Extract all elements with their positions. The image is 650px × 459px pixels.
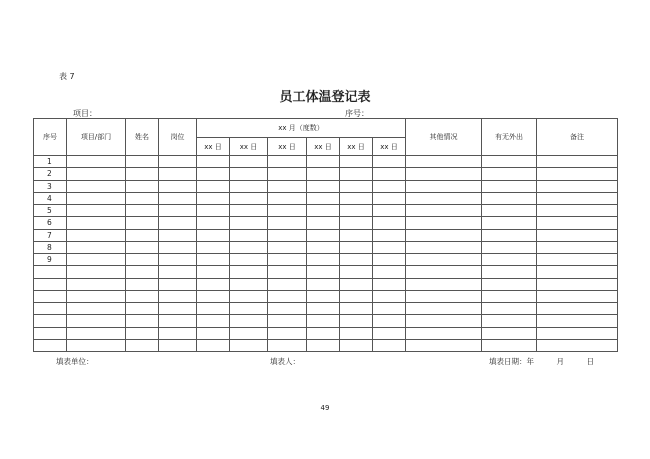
- entry-cell[interactable]: [126, 266, 159, 278]
- entry-cell[interactable]: [406, 303, 482, 315]
- entry-cell[interactable]: [373, 278, 406, 290]
- entry-cell[interactable]: [537, 327, 618, 339]
- entry-cell[interactable]: [406, 339, 482, 351]
- entry-cell[interactable]: [482, 278, 537, 290]
- entry-cell[interactable]: [340, 229, 373, 241]
- entry-cell[interactable]: [126, 217, 159, 229]
- entry-cell[interactable]: [537, 192, 618, 204]
- entry-cell[interactable]: [67, 205, 126, 217]
- entry-cell[interactable]: [159, 315, 197, 327]
- entry-cell[interactable]: [230, 303, 268, 315]
- table-row: [34, 315, 618, 327]
- entry-cell[interactable]: [373, 229, 406, 241]
- entry-cell[interactable]: [67, 180, 126, 192]
- entry-cell[interactable]: [340, 205, 373, 217]
- entry-cell[interactable]: [340, 290, 373, 302]
- entry-cell[interactable]: [537, 290, 618, 302]
- entry-cell[interactable]: [537, 266, 618, 278]
- table-row: [34, 339, 618, 351]
- entry-cell[interactable]: [537, 168, 618, 180]
- row-number-cell: 2: [34, 168, 67, 180]
- entry-cell[interactable]: [126, 156, 159, 168]
- entry-cell[interactable]: [340, 168, 373, 180]
- entry-cell[interactable]: [373, 168, 406, 180]
- entry-cell[interactable]: [230, 315, 268, 327]
- entry-cell[interactable]: [268, 339, 307, 351]
- filler-label: 填表人：: [270, 357, 300, 366]
- page-number: 49: [320, 404, 330, 412]
- row-number-cell: 9: [34, 254, 67, 266]
- row-number-cell: [34, 266, 67, 278]
- entry-cell[interactable]: [67, 303, 126, 315]
- entry-cell[interactable]: [373, 327, 406, 339]
- entry-cell[interactable]: [126, 303, 159, 315]
- header-month-group: xx 月（度数）: [197, 119, 406, 138]
- header-name: 姓名: [126, 119, 159, 156]
- entry-cell[interactable]: [340, 217, 373, 229]
- entry-cell[interactable]: [159, 168, 197, 180]
- entry-cell[interactable]: [482, 303, 537, 315]
- entry-cell[interactable]: [159, 327, 197, 339]
- entry-cell[interactable]: [307, 278, 340, 290]
- entry-cell[interactable]: [230, 156, 268, 168]
- entry-cell[interactable]: [482, 168, 537, 180]
- entry-cell[interactable]: [159, 192, 197, 204]
- entry-cell[interactable]: [268, 217, 307, 229]
- entry-cell[interactable]: [482, 327, 537, 339]
- entry-cell[interactable]: [230, 205, 268, 217]
- row-number-cell: 4: [34, 192, 67, 204]
- entry-cell[interactable]: [67, 339, 126, 351]
- entry-cell[interactable]: [67, 266, 126, 278]
- entry-cell[interactable]: [126, 180, 159, 192]
- entry-cell[interactable]: [67, 217, 126, 229]
- entry-cell[interactable]: [67, 168, 126, 180]
- row-number-cell: [34, 303, 67, 315]
- entry-cell[interactable]: [406, 229, 482, 241]
- temperature-log-table: [33, 118, 618, 352]
- row-number-cell: [34, 339, 67, 351]
- entry-cell[interactable]: [268, 266, 307, 278]
- header-serial: 序号: [34, 119, 67, 156]
- entry-cell[interactable]: [126, 278, 159, 290]
- table-row: [34, 327, 618, 339]
- entry-cell[interactable]: [537, 303, 618, 315]
- entry-cell[interactable]: [340, 315, 373, 327]
- entry-cell[interactable]: [230, 229, 268, 241]
- entry-cell[interactable]: [67, 254, 126, 266]
- entry-cell[interactable]: [537, 339, 618, 351]
- entry-cell[interactable]: [307, 229, 340, 241]
- entry-cell[interactable]: [406, 254, 482, 266]
- header-day-4: xx 日: [307, 138, 340, 156]
- entry-cell[interactable]: [373, 303, 406, 315]
- entry-cell[interactable]: [268, 254, 307, 266]
- entry-cell[interactable]: [373, 156, 406, 168]
- entry-cell[interactable]: [373, 339, 406, 351]
- entry-cell[interactable]: [230, 192, 268, 204]
- entry-cell[interactable]: [482, 315, 537, 327]
- entry-cell[interactable]: [340, 303, 373, 315]
- entry-cell[interactable]: [197, 156, 230, 168]
- entry-cell[interactable]: [268, 315, 307, 327]
- entry-cell[interactable]: [406, 315, 482, 327]
- entry-cell[interactable]: [307, 156, 340, 168]
- entry-cell[interactable]: [159, 290, 197, 302]
- entry-cell[interactable]: [373, 192, 406, 204]
- entry-cell[interactable]: [126, 339, 159, 351]
- entry-cell[interactable]: [159, 229, 197, 241]
- table-row: [34, 156, 618, 168]
- entry-cell[interactable]: [268, 192, 307, 204]
- entry-cell[interactable]: [126, 205, 159, 217]
- entry-cell[interactable]: [159, 156, 197, 168]
- entry-cell[interactable]: [230, 217, 268, 229]
- entry-cell[interactable]: [307, 266, 340, 278]
- entry-cell[interactable]: [67, 229, 126, 241]
- entry-cell[interactable]: [197, 229, 230, 241]
- header-outing: 有无外出: [482, 119, 537, 156]
- entry-cell[interactable]: [268, 205, 307, 217]
- entry-cell[interactable]: [373, 254, 406, 266]
- entry-cell[interactable]: [482, 217, 537, 229]
- entry-cell[interactable]: [537, 217, 618, 229]
- entry-cell[interactable]: [230, 241, 268, 253]
- table-row: [34, 168, 618, 180]
- entry-cell[interactable]: [406, 192, 482, 204]
- entry-cell[interactable]: [373, 315, 406, 327]
- entry-cell[interactable]: [230, 278, 268, 290]
- entry-cell[interactable]: [126, 254, 159, 266]
- entry-cell[interactable]: [406, 217, 482, 229]
- entry-cell[interactable]: [482, 241, 537, 253]
- entry-cell[interactable]: [482, 180, 537, 192]
- entry-cell[interactable]: [230, 266, 268, 278]
- header-project-dept: 项目/部门: [67, 119, 126, 156]
- entry-cell[interactable]: [67, 278, 126, 290]
- entry-cell[interactable]: [373, 266, 406, 278]
- entry-cell[interactable]: [307, 315, 340, 327]
- entry-cell[interactable]: [406, 327, 482, 339]
- header-day-1: xx 日: [197, 138, 230, 156]
- entry-cell[interactable]: [159, 303, 197, 315]
- entry-cell[interactable]: [126, 241, 159, 253]
- entry-cell[interactable]: [482, 156, 537, 168]
- table-row: [34, 278, 618, 290]
- entry-cell[interactable]: [482, 229, 537, 241]
- entry-cell[interactable]: [307, 327, 340, 339]
- entry-cell[interactable]: [197, 278, 230, 290]
- row-number-cell: 5: [34, 205, 67, 217]
- row-number-cell: 1: [34, 156, 67, 168]
- entry-cell[interactable]: [230, 327, 268, 339]
- fill-date-label: 填表日期：年 月 日: [489, 357, 594, 366]
- header-day-2: xx 日: [230, 138, 268, 156]
- entry-cell[interactable]: [67, 192, 126, 204]
- entry-cell[interactable]: [340, 327, 373, 339]
- table-row: [34, 290, 618, 302]
- entry-cell[interactable]: [159, 266, 197, 278]
- entry-cell[interactable]: [230, 339, 268, 351]
- serial-label: 序号：: [345, 109, 369, 118]
- row-number-cell: [34, 278, 67, 290]
- row-number-cell: 6: [34, 217, 67, 229]
- header-day-3: xx 日: [268, 138, 307, 156]
- entry-cell[interactable]: [537, 156, 618, 168]
- entry-cell[interactable]: [159, 217, 197, 229]
- entry-cell[interactable]: [340, 156, 373, 168]
- entry-cell[interactable]: [537, 315, 618, 327]
- entry-cell[interactable]: [197, 241, 230, 253]
- header-day-6: xx 日: [373, 138, 406, 156]
- entry-cell[interactable]: [307, 339, 340, 351]
- entry-cell[interactable]: [537, 205, 618, 217]
- entry-cell[interactable]: [537, 254, 618, 266]
- entry-cell[interactable]: [230, 168, 268, 180]
- entry-cell[interactable]: [406, 266, 482, 278]
- header-other-info: 其他情况: [406, 119, 482, 156]
- table-body: [34, 156, 618, 352]
- entry-cell[interactable]: [373, 290, 406, 302]
- entry-cell[interactable]: [406, 180, 482, 192]
- entry-cell[interactable]: [159, 278, 197, 290]
- entry-cell[interactable]: [197, 192, 230, 204]
- entry-cell[interactable]: [307, 217, 340, 229]
- entry-cell[interactable]: [340, 192, 373, 204]
- document-title: 员工体温登记表: [279, 90, 371, 105]
- entry-cell[interactable]: [307, 303, 340, 315]
- entry-cell[interactable]: [482, 339, 537, 351]
- entry-cell[interactable]: [268, 290, 307, 302]
- entry-cell[interactable]: [406, 156, 482, 168]
- entry-cell[interactable]: [197, 303, 230, 315]
- entry-cell[interactable]: [373, 205, 406, 217]
- entry-cell[interactable]: [67, 156, 126, 168]
- entry-cell[interactable]: [268, 180, 307, 192]
- entry-cell[interactable]: [268, 156, 307, 168]
- project-label: 项目：: [73, 109, 97, 118]
- entry-cell[interactable]: [406, 278, 482, 290]
- entry-cell[interactable]: [159, 339, 197, 351]
- entry-cell[interactable]: [340, 241, 373, 253]
- entry-cell[interactable]: [230, 180, 268, 192]
- table-row: [34, 254, 618, 266]
- entry-cell[interactable]: [67, 290, 126, 302]
- entry-cell[interactable]: [230, 290, 268, 302]
- entry-cell[interactable]: [268, 278, 307, 290]
- entry-cell[interactable]: [307, 180, 340, 192]
- entry-cell[interactable]: [373, 241, 406, 253]
- entry-cell[interactable]: [67, 315, 126, 327]
- entry-cell[interactable]: [268, 327, 307, 339]
- entry-cell[interactable]: [159, 241, 197, 253]
- entry-cell[interactable]: [159, 205, 197, 217]
- table-number-label: 表 7: [59, 72, 75, 81]
- row-number-cell: [34, 290, 67, 302]
- table-row: [34, 229, 618, 241]
- entry-cell[interactable]: [406, 290, 482, 302]
- row-number-cell: 8: [34, 241, 67, 253]
- entry-cell[interactable]: [159, 180, 197, 192]
- entry-cell[interactable]: [482, 205, 537, 217]
- entry-cell[interactable]: [406, 241, 482, 253]
- entry-cell[interactable]: [126, 229, 159, 241]
- entry-cell[interactable]: [373, 180, 406, 192]
- entry-cell[interactable]: [340, 180, 373, 192]
- entry-cell[interactable]: [307, 192, 340, 204]
- entry-cell[interactable]: [268, 241, 307, 253]
- table-row: [34, 266, 618, 278]
- entry-cell[interactable]: [268, 229, 307, 241]
- entry-cell[interactable]: [197, 327, 230, 339]
- entry-cell[interactable]: [268, 303, 307, 315]
- table-row: [34, 192, 618, 204]
- entry-cell[interactable]: [307, 241, 340, 253]
- entry-cell[interactable]: [340, 278, 373, 290]
- entry-cell[interactable]: [268, 168, 307, 180]
- row-number-cell: 7: [34, 229, 67, 241]
- table-row: [34, 205, 618, 217]
- entry-cell[interactable]: [197, 205, 230, 217]
- entry-cell[interactable]: [537, 278, 618, 290]
- entry-cell[interactable]: [197, 168, 230, 180]
- row-number-cell: [34, 315, 67, 327]
- entry-cell[interactable]: [482, 192, 537, 204]
- entry-cell[interactable]: [197, 339, 230, 351]
- header-position: 岗位: [159, 119, 197, 156]
- entry-cell[interactable]: [406, 168, 482, 180]
- entry-cell[interactable]: [197, 315, 230, 327]
- entry-cell[interactable]: [197, 254, 230, 266]
- entry-cell[interactable]: [197, 217, 230, 229]
- entry-cell[interactable]: [67, 241, 126, 253]
- entry-cell[interactable]: [197, 180, 230, 192]
- entry-cell[interactable]: [67, 327, 126, 339]
- entry-cell[interactable]: [159, 254, 197, 266]
- table-row: [34, 180, 618, 192]
- entry-cell[interactable]: [482, 266, 537, 278]
- entry-cell[interactable]: [373, 217, 406, 229]
- table-row: [34, 241, 618, 253]
- entry-cell[interactable]: [406, 205, 482, 217]
- entry-cell[interactable]: [307, 290, 340, 302]
- table-row: [34, 303, 618, 315]
- entry-cell[interactable]: [340, 266, 373, 278]
- entry-cell[interactable]: [126, 327, 159, 339]
- entry-cell[interactable]: [307, 168, 340, 180]
- entry-cell[interactable]: [340, 339, 373, 351]
- entry-cell[interactable]: [197, 266, 230, 278]
- entry-cell[interactable]: [126, 315, 159, 327]
- entry-cell[interactable]: [126, 192, 159, 204]
- entry-cell[interactable]: [230, 254, 268, 266]
- entry-cell[interactable]: [126, 290, 159, 302]
- entry-cell[interactable]: [537, 180, 618, 192]
- entry-cell[interactable]: [307, 254, 340, 266]
- entry-cell[interactable]: [537, 229, 618, 241]
- table-row: [34, 217, 618, 229]
- entry-cell[interactable]: [537, 241, 618, 253]
- entry-cell[interactable]: [307, 205, 340, 217]
- fill-unit-label: 填表单位：: [56, 357, 94, 366]
- entry-cell[interactable]: [126, 168, 159, 180]
- header-remarks: 备注: [537, 119, 618, 156]
- row-number-cell: 3: [34, 180, 67, 192]
- entry-cell[interactable]: [340, 254, 373, 266]
- entry-cell[interactable]: [482, 254, 537, 266]
- header-day-5: xx 日: [340, 138, 373, 156]
- row-number-cell: [34, 327, 67, 339]
- entry-cell[interactable]: [197, 290, 230, 302]
- entry-cell[interactable]: [482, 290, 537, 302]
